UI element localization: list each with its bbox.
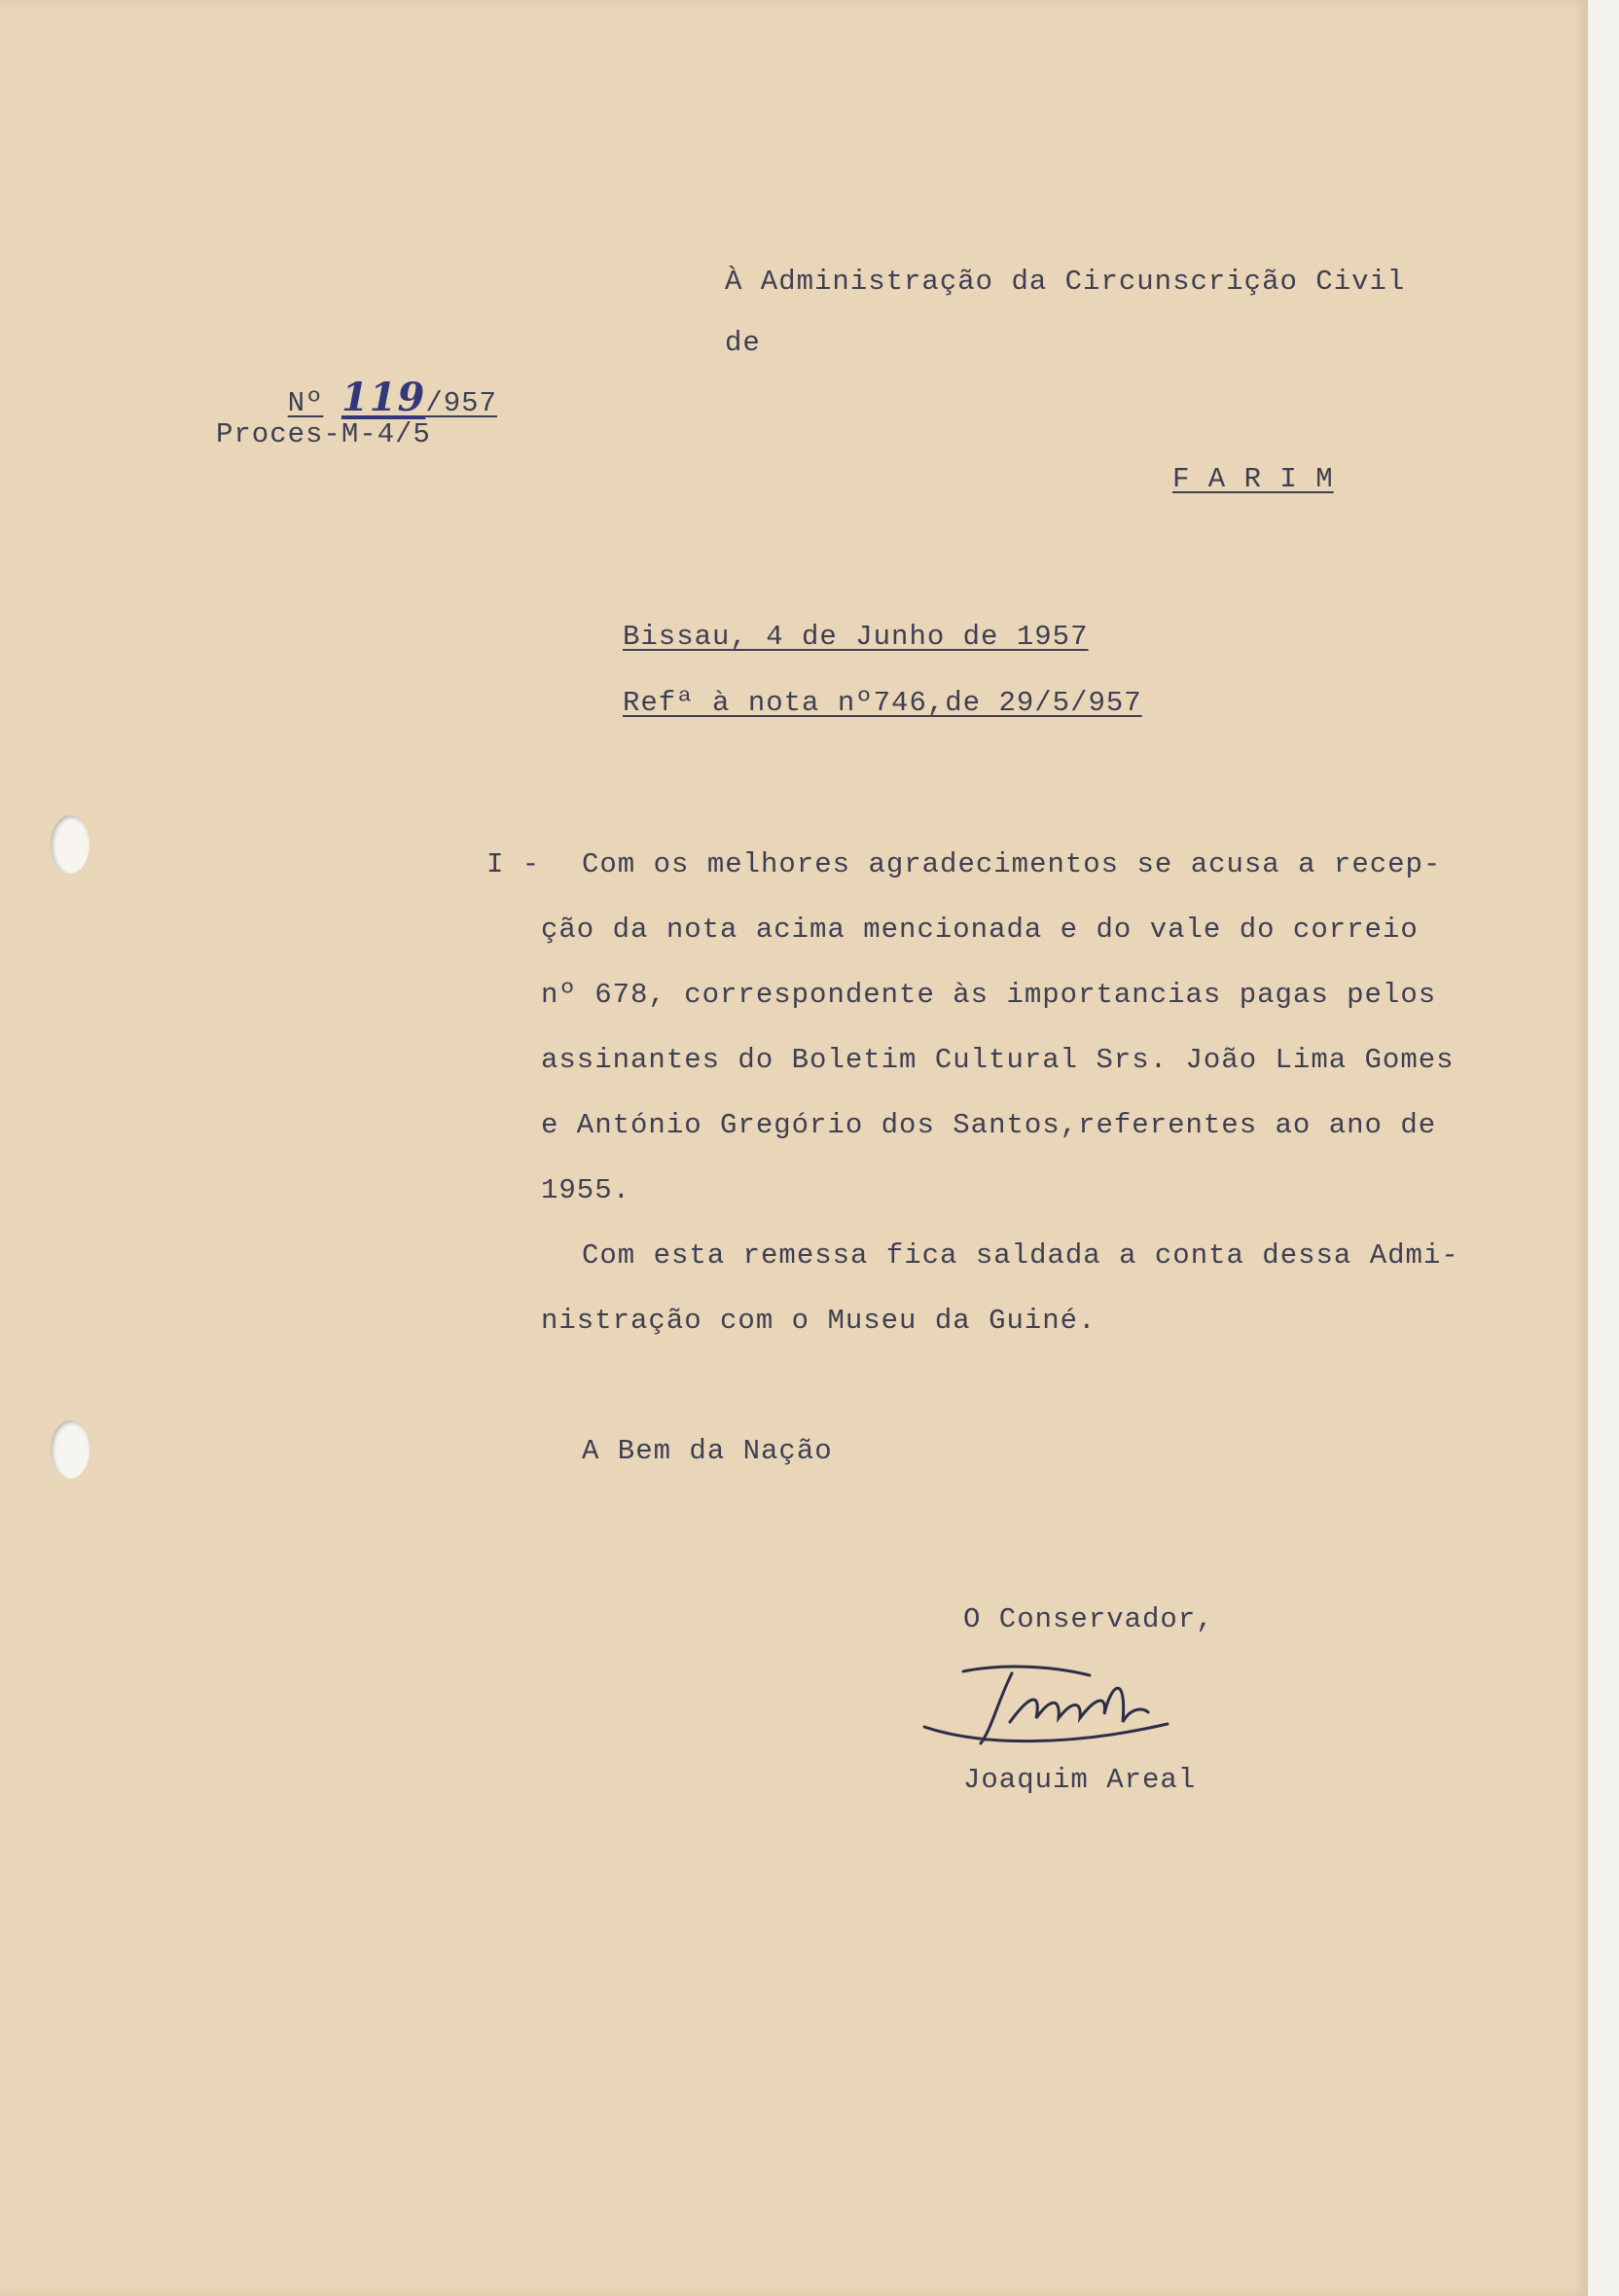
punch-hole-lower — [51, 1420, 90, 1479]
process-reference: Proces-M-4/5 — [216, 418, 431, 450]
body-line-4: assinantes do Boletim Cultural Srs. João Lima Gomes — [541, 1044, 1455, 1076]
dateline-date: Bissau, 4 de Junho de 1957 — [623, 621, 1089, 653]
body-line-6: 1955. — [541, 1174, 631, 1206]
body-line-8: nistração com o Museu da Guiné. — [541, 1305, 1097, 1337]
body-line-2: ção da nota acima mencionada e do vale do correio — [541, 914, 1419, 946]
closing-name: Joaquim Areal — [963, 1764, 1197, 1796]
punch-hole-upper — [51, 815, 90, 874]
closing-title: O Conservador, — [963, 1603, 1214, 1635]
body-line-5: e António Gregório dos Santos,referentes ao ano de — [541, 1109, 1437, 1141]
reference-number-prefix: Nº — [287, 387, 324, 419]
body-line-1: Com os melhores agradecimentos se acusa a recep- — [582, 848, 1442, 880]
handwritten-signature — [905, 1654, 1216, 1761]
reference-number-handwritten: 119 — [341, 375, 426, 420]
reference-number-suffix: /957 — [425, 387, 497, 419]
paragraph-marker: I - — [486, 848, 541, 880]
closing-salutation: A Bem da Nação — [582, 1435, 833, 1467]
addressee-line2: de — [725, 327, 761, 359]
scan-background-edge — [1588, 0, 1619, 2296]
body-line-3: nº 678, correspondente às importancias pagas pelos — [541, 979, 1437, 1011]
addressee-line1: À Administração da Circunscrição Civil — [725, 266, 1406, 298]
dateline-ref: Refª à nota nº746,de 29/5/957 — [623, 687, 1142, 719]
addressee-place: F A R I M — [1172, 463, 1334, 495]
body-line-7: Com esta remessa fica saldada a conta dessa Admi- — [582, 1239, 1459, 1272]
